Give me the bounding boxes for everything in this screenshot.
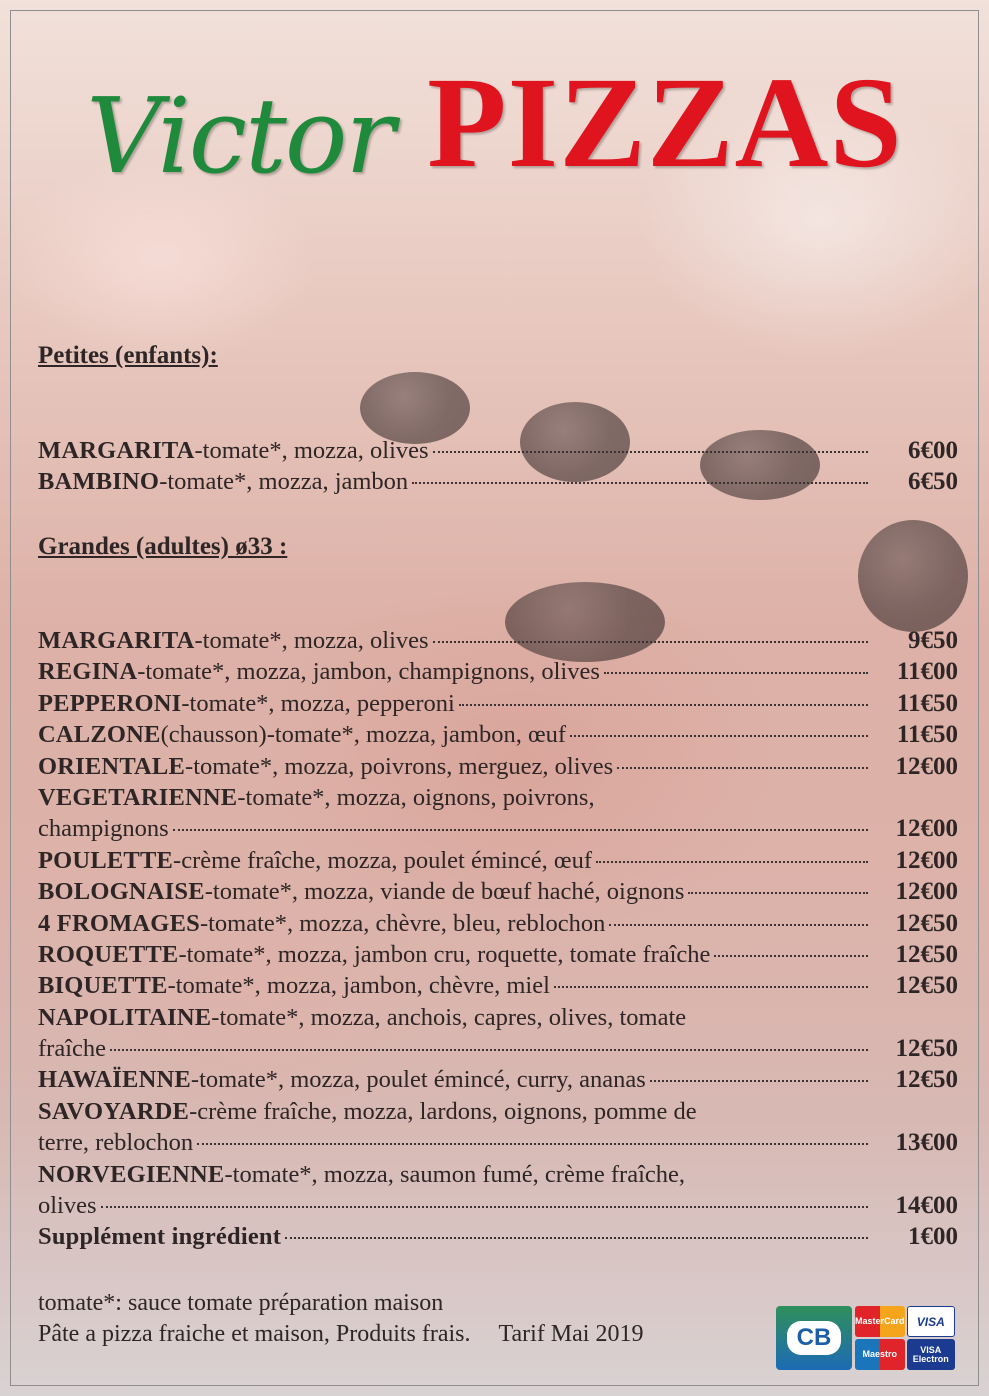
item-description: -tomate*, mozza, olives — [194, 437, 429, 464]
item-price: 9€50 — [908, 627, 958, 654]
dot-leader — [604, 672, 868, 674]
menu-list-petites — [38, 437, 958, 500]
item-price: 12€50 — [895, 972, 958, 1000]
menu-item-continuation — [38, 1192, 958, 1223]
item-price: 12€00 — [895, 878, 958, 906]
menu-item — [38, 658, 958, 689]
dot-leader — [650, 1080, 868, 1082]
dot-leader — [596, 861, 868, 863]
item-price: 6€50 — [908, 468, 958, 496]
item-price: 11€00 — [896, 658, 958, 686]
item-name: NORVEGIENNE — [38, 1160, 225, 1188]
item-price: 1€00 — [908, 1223, 958, 1251]
menu-item — [38, 690, 958, 721]
brand-main: PIZZAS — [427, 51, 903, 195]
dot-leader — [459, 704, 868, 706]
menu-item-continuation — [38, 1035, 958, 1066]
item-description: -tomate*, mozza, pepperoni — [181, 689, 455, 717]
menu-item — [38, 753, 958, 784]
item-price: 12€00 — [895, 815, 958, 843]
menu-item — [38, 1066, 958, 1097]
footnote-tomate: tomate*: sauce tomate préparation maison — [38, 1290, 444, 1316]
menu-item — [38, 784, 958, 815]
visa-logo: VISA — [907, 1306, 955, 1337]
item-name: CALZONE — [38, 721, 161, 749]
menu-item — [38, 941, 958, 972]
item-price: 12€00 — [895, 846, 958, 874]
mastercard-logo: MasterCard — [855, 1306, 905, 1337]
olive-decoration — [360, 372, 470, 444]
footnote-pate — [38, 1321, 643, 1348]
dot-leader — [688, 892, 868, 894]
menu-item — [38, 1004, 958, 1035]
brand-script: Victor — [86, 75, 394, 197]
maestro-logo: Maestro — [855, 1339, 905, 1370]
item-description-continued: champignons — [38, 815, 169, 843]
visa-electron-logo: VISA Electron — [907, 1339, 955, 1370]
menu-item-continuation — [38, 815, 958, 846]
menu-item — [38, 910, 958, 941]
menu-item — [38, 878, 958, 909]
item-description-continued: fraîche — [38, 1035, 106, 1063]
item-description: -tomate*, mozza, saumon fumé, crème fraîche, — [224, 1160, 686, 1188]
item-price: 14€00 — [895, 1192, 958, 1220]
item-description: -tomate*, mozza, oignons, poivrons, — [237, 783, 595, 811]
footnote-pate-text: Pâte a pizza fraiche et maison, Produits frais. — [38, 1321, 471, 1347]
item-price: 6€00 — [908, 437, 958, 464]
dot-leader — [617, 767, 868, 769]
item-description: -tomate*, mozza, chèvre, bleu, reblochon — [199, 909, 606, 937]
menu-item — [38, 847, 958, 878]
menu-item — [38, 1098, 958, 1129]
dot-leader — [285, 1237, 868, 1239]
menu-item — [38, 468, 958, 499]
item-description: -tomate*, mozza, jambon, champignons, olives — [137, 658, 600, 686]
dot-leader — [412, 482, 868, 484]
menu-list-grandes — [38, 627, 958, 1255]
item-price: 11€50 — [896, 721, 958, 749]
dot-leader — [609, 924, 868, 926]
dot-leader — [101, 1206, 868, 1208]
item-price: 12€50 — [895, 940, 958, 968]
dot-leader — [433, 641, 868, 643]
dot-leader — [714, 955, 868, 957]
item-description: -tomate*, mozza, viande de bœuf haché, oignons — [204, 878, 685, 906]
card-logos-grid — [855, 1306, 955, 1370]
dot-leader — [433, 451, 868, 453]
item-price: 12€50 — [895, 1066, 958, 1094]
item-name: HAWAÏENNE — [38, 1066, 191, 1094]
dot-leader — [110, 1049, 868, 1051]
page-title — [0, 51, 989, 197]
item-description-continued: terre, reblochon — [38, 1129, 194, 1157]
item-description: -tomate*, mozza, jambon cru, roquette, tomate fraîche — [178, 940, 711, 968]
item-name: BIQUETTE — [38, 972, 168, 1000]
item-name: MARGARITA — [38, 437, 195, 464]
dot-leader — [197, 1143, 868, 1145]
item-name: BAMBINO — [38, 468, 160, 496]
item-name: VEGETARIENNE — [38, 783, 238, 811]
item-name: BOLOGNAISE — [38, 878, 205, 906]
menu-item — [38, 1223, 958, 1254]
dot-leader — [554, 986, 868, 988]
olive-decoration — [858, 520, 968, 632]
item-description: -tomate*, mozza, jambon — [159, 468, 409, 496]
item-price: 11€50 — [896, 689, 958, 717]
item-name: Supplément ingrédient — [38, 1223, 282, 1251]
tarif-date: Tarif Mai 2019 — [498, 1321, 644, 1347]
item-name: ORIENTALE — [38, 752, 186, 780]
item-name: MARGARITA — [38, 627, 195, 654]
item-description: -tomate*, mozza, anchois, capres, olives, tomate — [211, 1003, 687, 1031]
item-name: REGINA — [38, 658, 138, 686]
menu-item — [38, 721, 958, 752]
item-description: -tomate*, mozza, jambon, chèvre, miel — [167, 972, 550, 1000]
menu-item — [38, 437, 958, 468]
cb-label: CB — [787, 1321, 842, 1355]
item-description-continued: olives — [38, 1192, 97, 1220]
item-price: 12€50 — [895, 909, 958, 937]
item-description: -tomate*, mozza, poivrons, merguez, olives — [185, 752, 614, 780]
item-description: -tomate*, mozza, poulet émincé, curry, ananas — [190, 1066, 646, 1094]
item-description: -crème fraîche, mozza, poulet émincé, œuf — [173, 846, 593, 874]
item-name: NAPOLITAINE — [38, 1003, 212, 1031]
dot-leader — [173, 829, 868, 831]
menu-item-continuation — [38, 1129, 958, 1160]
item-description: (chausson)-tomate*, mozza, jambon, œuf — [160, 721, 567, 749]
item-name: PEPPERONI — [38, 689, 182, 717]
dot-leader — [570, 735, 868, 737]
menu-item — [38, 627, 958, 658]
section-title-petites: Petites (enfants): — [38, 342, 218, 369]
cb-card-logo — [776, 1306, 852, 1370]
item-name: SAVOYARDE — [38, 1097, 190, 1125]
item-name: ROQUETTE — [38, 940, 179, 968]
item-price: 12€00 — [895, 752, 958, 780]
item-name: POULETTE — [38, 846, 174, 874]
item-description: -tomate*, mozza, olives — [194, 627, 429, 654]
section-title-grandes: Grandes (adultes) ø33 : — [38, 533, 288, 560]
item-name: 4 FROMAGES — [38, 909, 200, 937]
menu-item — [38, 972, 958, 1003]
menu-item — [38, 1161, 958, 1192]
item-description: -crème fraîche, mozza, lardons, oignons, pomme de — [189, 1097, 697, 1125]
payment-cards — [776, 1306, 956, 1370]
item-price: 13€00 — [895, 1129, 958, 1157]
item-price: 12€50 — [895, 1035, 958, 1063]
